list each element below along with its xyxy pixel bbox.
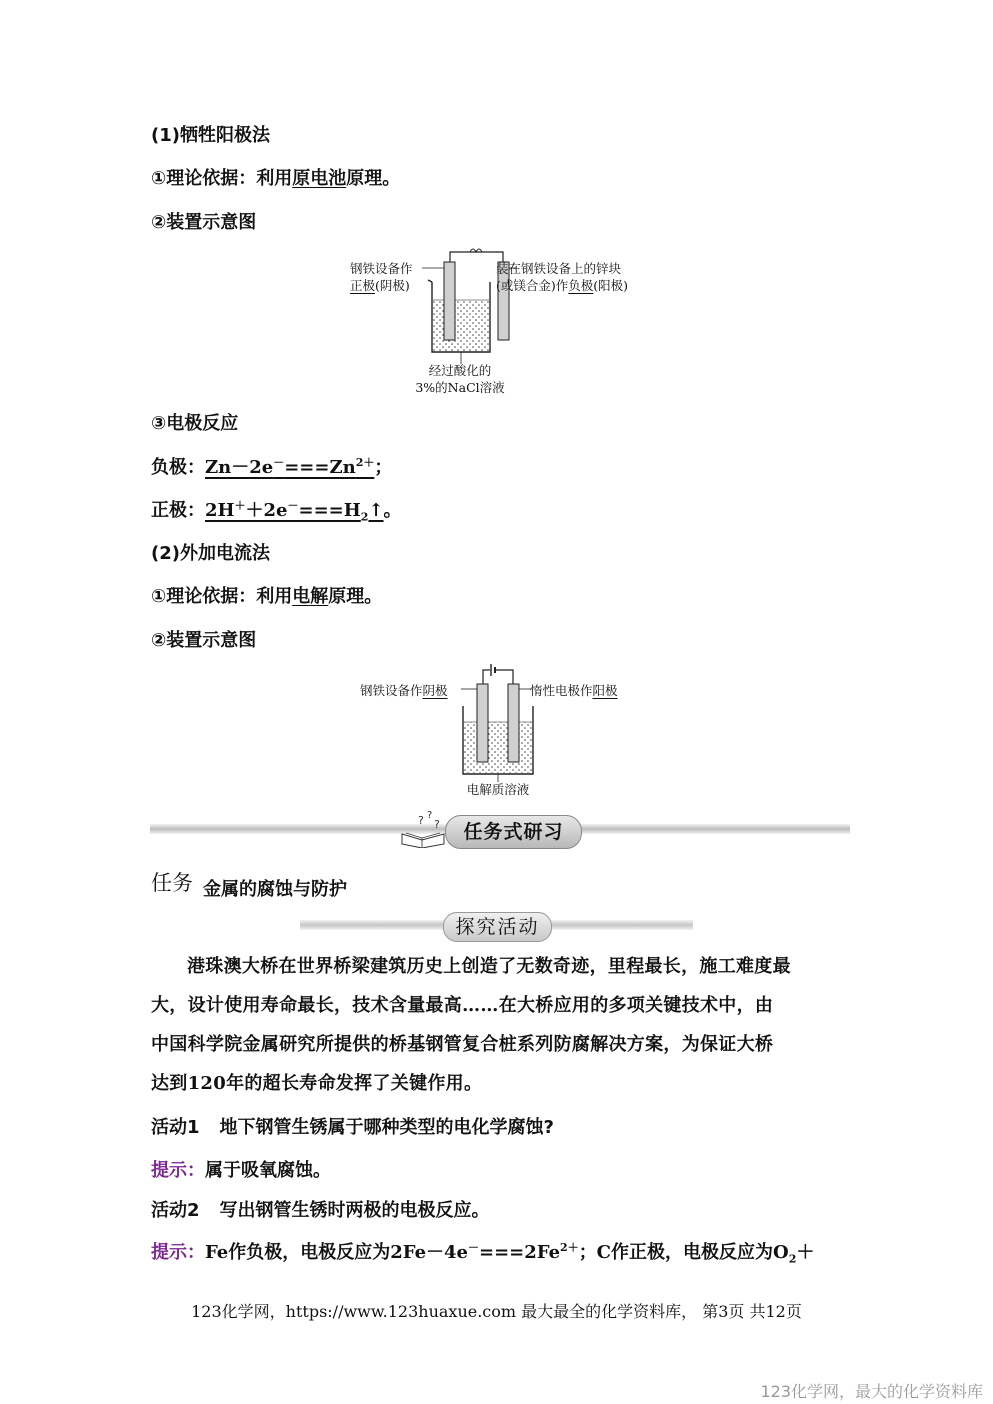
theory-prefix: ①理论依据：利用 [151, 168, 293, 189]
negative-label: 负极： [151, 457, 205, 478]
electrode-reaction-title: ③电极反应 [151, 413, 239, 434]
hint-2-part-c: ；C作正极，电极反应为O [578, 1242, 789, 1263]
hint-2-sup1: － [468, 1241, 479, 1254]
activity-2 [151, 1196, 490, 1222]
activity-2-label: 活动2 [151, 1200, 200, 1221]
fig1-right-answer: 负极 [568, 278, 594, 293]
theory2-prefix: ①理论依据：利用 [151, 586, 293, 607]
hint-2-part-d: ＋ [796, 1242, 815, 1263]
sacrificial-anode-diagram [330, 240, 670, 400]
task-label: 任务 [151, 871, 193, 895]
neg-eq-sup2: 2＋ [355, 456, 375, 469]
neg-eq-part-a: Zn－2e [205, 457, 274, 478]
section1-theory [151, 164, 400, 190]
pos-eq-sub: 2 [360, 510, 369, 524]
section1-diagram-title: ②装置示意图 [151, 212, 257, 233]
page-footer: 123化学网，https://www.123huaxue.com 最大最全的化学资料库， 第3页 共12页 [191, 1302, 802, 1321]
section1-title: (1)牺牲阳极法 [151, 125, 270, 146]
fig1-right-line2 [496, 277, 628, 294]
neg-eq-part-b: ===Zn [284, 457, 356, 478]
para-line-2: 大，设计使用寿命最长，技术含量最高……在大桥应用的多项关键技术中，由 [151, 995, 774, 1016]
task-study-banner: 任务式研习 [445, 815, 582, 849]
fig2-left-answer: 阴极 [422, 683, 448, 698]
fig2-right-answer: 阳极 [592, 683, 618, 698]
fig1-left-answer: 正极 [350, 278, 376, 293]
positive-equation [205, 499, 384, 524]
positive-electrode-eq [151, 496, 402, 524]
theory-suffix: 原理。 [346, 168, 401, 189]
fig1-left-line2 [350, 277, 413, 294]
fig1-right-prefix: (或镁合金)作 [496, 278, 569, 293]
activity-1 [151, 1113, 554, 1139]
fig2-right-prefix: 惰性电极作 [530, 683, 593, 698]
activity-1-label: 活动1 [151, 1117, 200, 1138]
watermark: 123化学网，最大的化学资料库 [760, 1382, 983, 1401]
pos-eq-part-d: ↑ [368, 500, 384, 521]
pos-eq-part-c: ===H [298, 500, 361, 521]
section2-title: (2)外加电流法 [151, 543, 270, 564]
fig1-bottom-line2: 3%的NaCl溶液 [415, 380, 505, 395]
para-line-3: 中国科学院金属研究所提供的桥基钢管复合桩系列防腐解决方案，为保证大桥 [151, 1034, 774, 1055]
theory-answer: 原电池 [292, 168, 347, 189]
para-line-1: 港珠澳大桥在世界桥梁建筑历史上创造了无数奇迹，里程最长，施工难度最 [187, 956, 791, 977]
activity-2-text: 写出钢管生锈时两极的电极反应。 [219, 1200, 490, 1221]
theory2-suffix: 原理。 [328, 586, 383, 607]
pos-eq-part-b: ＋2e [245, 500, 288, 521]
fig2-right-label [530, 681, 618, 699]
fig1-right-label [496, 260, 628, 294]
para-line-4: 达到120年的超长寿命发挥了关键作用。 [151, 1073, 483, 1094]
fig2-left-label [360, 681, 448, 699]
activity-1-text: 地下钢管生锈属于哪种类型的电化学腐蚀? [219, 1117, 554, 1138]
section2-theory [151, 582, 382, 608]
negative-equation [205, 457, 374, 478]
fig1-left-label [350, 260, 413, 294]
fig2-left-prefix: 钢铁设备作 [360, 683, 423, 698]
pos-eq-part-a: 2H [205, 500, 235, 521]
hint-2-sup2: 2＋ [560, 1241, 579, 1254]
pos-eq-sup1: ＋ [234, 499, 246, 512]
impressed-current-diagram [355, 660, 655, 800]
svg-text:?: ? [427, 810, 433, 821]
fig1-right-suffix: (阳极) [593, 278, 629, 293]
svg-text:?: ? [418, 814, 424, 827]
book-icon-svg [398, 808, 448, 848]
hint-1 [151, 1156, 331, 1182]
task-title: 金属的腐蚀与防护 [203, 879, 347, 900]
fig2-bottom-label: 电解质溶液 [466, 782, 530, 797]
positive-end: 。 [383, 500, 402, 521]
hint-2-text [205, 1241, 815, 1266]
hint-2-part-b: ===2Fe [479, 1242, 561, 1263]
hint-2 [151, 1238, 814, 1266]
hint-2-part-a: Fe作负极，电极反应为2Fe－4e [205, 1242, 468, 1263]
theory2-answer: 电解 [292, 586, 329, 607]
fig1-bottom-label [410, 362, 510, 396]
fig1-right-line1: 装在钢铁设备上的锌块 [496, 261, 622, 276]
section2-diagram-title: ②装置示意图 [151, 630, 257, 651]
explore-activity-banner: 探究活动 [443, 912, 552, 942]
fig1-left-suffix: (阴极) [375, 278, 410, 293]
svg-text:?: ? [434, 818, 440, 831]
fig1-bottom-line1: 经过酸化的 [428, 363, 492, 378]
pos-eq-sup2: － [287, 499, 299, 512]
positive-label: 正极： [151, 500, 205, 521]
intro-paragraph [151, 947, 851, 1103]
hint-1-label: 提示： [151, 1160, 205, 1181]
hint-2-sub: 2 [788, 1252, 797, 1266]
hint-2-label: 提示： [151, 1242, 205, 1263]
book-icon [398, 808, 448, 848]
hint-1-text: 属于吸氧腐蚀。 [205, 1160, 331, 1181]
negative-electrode-eq [151, 453, 392, 479]
neg-eq-sup: － [273, 456, 285, 469]
fig1-left-line1: 钢铁设备作 [350, 261, 413, 276]
negative-end: ； [374, 457, 393, 478]
